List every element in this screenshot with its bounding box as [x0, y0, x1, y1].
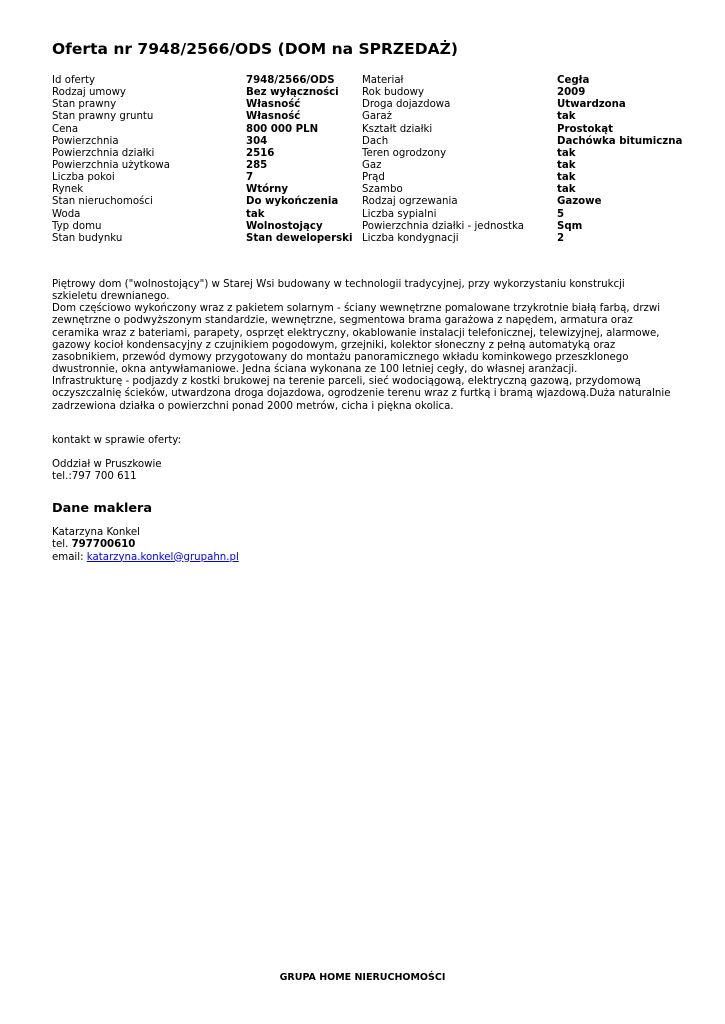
- property-value: tak: [557, 172, 576, 184]
- property-value: 5: [557, 208, 565, 220]
- property-label: Dach: [362, 135, 389, 147]
- branch-phone: tel.:797 700 611: [52, 471, 137, 483]
- property-value: 7948/2566/ODS: [246, 75, 335, 86]
- page-footer: GRUPA HOME NIERUCHOMOŚCI: [279, 972, 446, 983]
- property-label: Rodzaj umowy: [52, 87, 126, 99]
- property-value: Utwardzona: [557, 99, 626, 111]
- property-value: tak: [557, 159, 576, 171]
- property-label: Id oferty: [52, 75, 96, 86]
- property-value: Własność: [246, 99, 301, 111]
- description-paragraph: Dom częściowo wykończony wraz z pakietem solarnym - ściany wewnętrzne pomalowane trzykrotnie białą farbą, drzwi zewnętrzne o podwyższonym standardzie, wewnętrzne, segmentowa brama garażowa z napędem, armatura oraz ceramika wraz z bateriami, parapety, osprzęt elektryczny, okablowanie instalacji telefonicznej, telewizyjnej, alarmowe, gazowy kocioł kondensacyjny z czujnikiem pogodowym, grzejniki, kolektor słoneczny z pełną automatyką oraz zasobnikiem, przewód dymowy przygotowany do montażu panoramicznego wkładu kominkowego przeszklonego dwustronnie, okna antywłamaniowe. Jedna ściana wykonana ze 100 letniej cegły, do własnej aranżacji.: [52, 303, 661, 376]
- offer-description: [52, 279, 672, 413]
- description-paragraph: Piętrowy dom ("wolnostojący") w Starej Wsi budowany w technologii tradycyjnej, przy wykorzystaniu konstrukcji szkieletu drewnianego.: [52, 279, 625, 303]
- agent-email-label: email:: [52, 551, 84, 563]
- property-label: Liczba pokoi: [52, 172, 115, 184]
- agent-email-link[interactable]: katarzyna.konkel@grupahn.pl: [86, 551, 239, 563]
- property-value: Bez wyłączności: [246, 87, 339, 99]
- property-label: Cena: [52, 123, 79, 135]
- agent-details: [52, 527, 682, 563]
- properties-right-labels: [362, 75, 555, 245]
- property-value: Stan deweloperski: [246, 232, 353, 244]
- properties-left-values: [246, 75, 360, 245]
- property-value: Własność: [246, 111, 301, 123]
- property-label: Stan budynku: [52, 232, 123, 244]
- property-label: Droga dojazdowa: [362, 99, 451, 111]
- property-label: Typ domu: [52, 220, 102, 232]
- property-value: tak: [246, 208, 265, 220]
- properties-table: [52, 75, 682, 247]
- property-label: Powierzchnia działki: [52, 147, 155, 159]
- property-value: tak: [557, 184, 576, 196]
- property-label: Garaż: [362, 111, 392, 123]
- agent-phone: 797700610: [71, 539, 136, 551]
- properties-left-labels: [52, 75, 244, 245]
- property-label: Rodzaj ogrzewania: [362, 196, 458, 208]
- property-label: Woda: [52, 208, 81, 220]
- property-label: Rok budowy: [362, 87, 424, 99]
- property-label: Powierzchnia użytkowa: [52, 159, 170, 171]
- property-label: Prąd: [362, 172, 385, 184]
- branch-name: Oddział w Pruszkowie: [52, 458, 162, 470]
- property-label: Stan prawny gruntu: [52, 111, 154, 123]
- property-value: 2516: [246, 147, 275, 159]
- property-label: Liczba kondygnacji: [362, 232, 459, 244]
- property-label: Stan nieruchomości: [52, 196, 153, 208]
- property-value: Do wykończenia: [246, 196, 339, 208]
- property-label: Rynek: [52, 184, 84, 196]
- contact-intro: kontakt w sprawie oferty:: [52, 434, 182, 446]
- properties-right-values: [557, 75, 685, 245]
- property-label: Materiał: [362, 75, 404, 86]
- property-value: tak: [557, 147, 576, 159]
- agent-phone-label: tel.: [52, 539, 69, 551]
- property-label: Kształt działki: [362, 123, 433, 135]
- property-value: 304: [246, 135, 268, 147]
- property-label: Powierzchnia działki - jednostka: [362, 220, 524, 232]
- agent-name: Katarzyna Konkel: [52, 527, 140, 539]
- agent-heading: Dane maklera: [52, 501, 152, 517]
- page-title: Oferta nr 7948/2566/ODS (DOM na SPRZEDAŻ): [52, 40, 458, 58]
- property-value: Gazowe: [557, 196, 602, 208]
- property-label: Liczba sypialni: [362, 208, 437, 220]
- property-label: Szambo: [362, 184, 403, 196]
- property-value: Dachówka bitumiczna: [557, 135, 683, 147]
- property-label: Stan prawny: [52, 99, 117, 111]
- property-value: 285: [246, 159, 268, 171]
- property-label: Gaz: [362, 159, 382, 171]
- property-value: tak: [557, 111, 576, 123]
- property-value: Cegła: [557, 75, 590, 86]
- property-value: 7: [246, 172, 254, 184]
- property-value: Wolnostojący: [246, 220, 323, 232]
- property-value: 800 000 PLN: [246, 123, 319, 135]
- property-label: Powierzchnia: [52, 135, 119, 147]
- property-value: Sqm: [557, 220, 583, 232]
- property-value: Prostokąt: [557, 123, 613, 135]
- offer-page: [52, 38, 682, 564]
- property-value: Wtórny: [246, 184, 289, 196]
- office-contact: [52, 435, 682, 483]
- property-value: 2: [557, 232, 565, 244]
- agent-email-line: [52, 552, 682, 564]
- description-paragraph: Infrastrukturę - podjazdy z kostki brukowej na terenie parceli, sieć wodociągową, elektryczną gazową, przydomową oczyszczalnię ścieków, utwardzona droga dojazdowa, ogrodzenie terenu wraz z furtką i bramą wjazdową.Duża naturalnie zadrzewiona działka o powierzchni ponad 2000 metrów, cicha i piękna okolica.: [52, 376, 671, 412]
- property-value: 2009: [557, 87, 586, 99]
- agent-phone-line: [52, 539, 682, 551]
- property-label: Teren ogrodzony: [362, 147, 447, 159]
